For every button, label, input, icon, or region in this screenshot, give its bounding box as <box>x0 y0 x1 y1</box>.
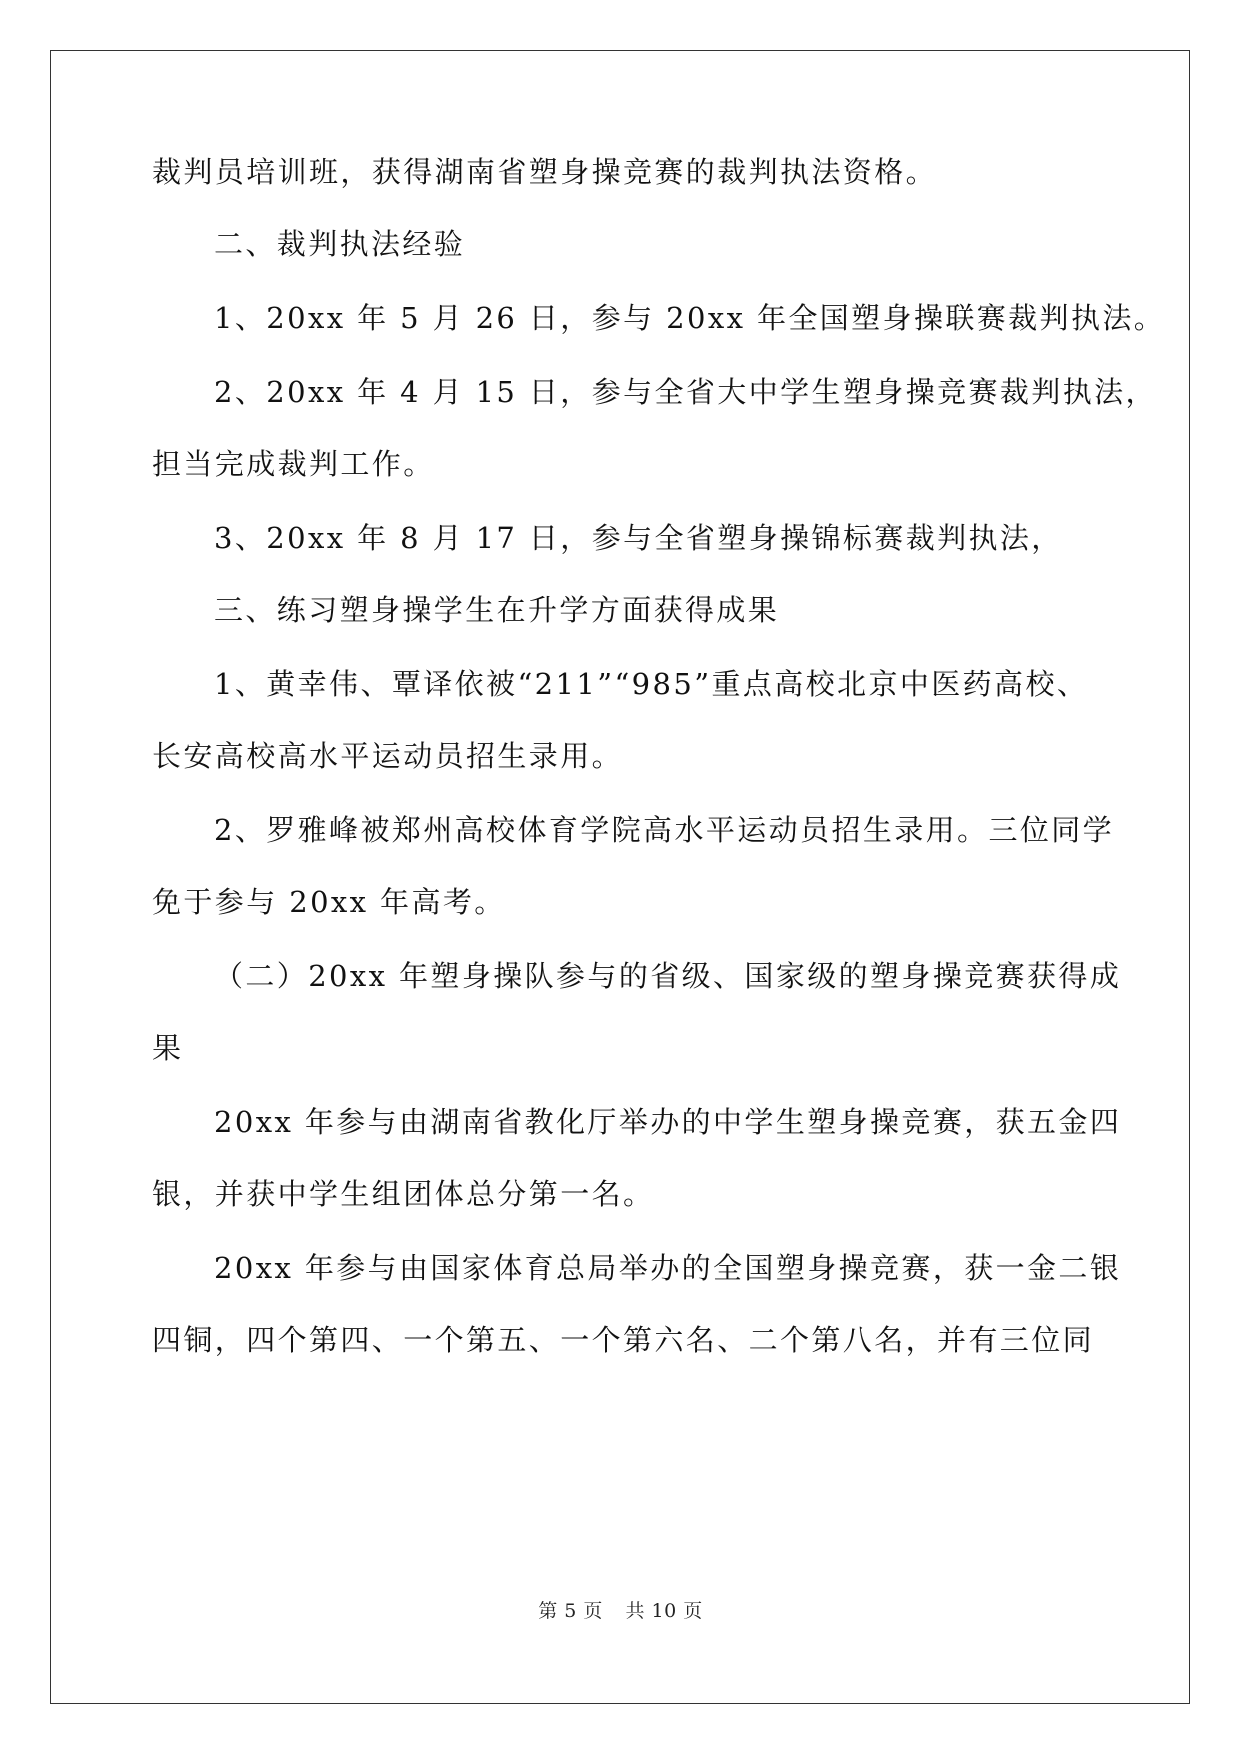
paragraph-line: 3、20xx 年 8 月 17 日，参与全省塑身操锦标赛裁判执法， <box>214 521 1063 555</box>
section-heading: 二、裁判执法经验 <box>214 227 466 261</box>
section-heading: （二）20xx 年塑身操队参与的省级、国家级的塑身操竞赛获得成 <box>214 959 1122 993</box>
paragraph-line: 担当完成裁判工作。 <box>152 447 435 481</box>
paragraph-line: 银，并获中学生组团体总分第一名。 <box>152 1177 655 1211</box>
paragraph-line: 20xx 年参与由湖南省教化厅举办的中学生塑身操竞赛，获五金四 <box>214 1105 1122 1139</box>
page-total: 共 10 页 <box>625 1600 703 1622</box>
paragraph-line: 1、黄幸伟、覃译依被“211”“985”重点高校北京中医药高校、 <box>214 667 1089 701</box>
paragraph-line: 四铜，四个第四、一个第五、一个第六名、二个第八名，并有三位同 <box>152 1323 1095 1357</box>
paragraph-line: 2、罗雅峰被郑州高校体育学院高水平运动员招生录用。三位同学 <box>214 813 1115 847</box>
paragraph-line: 20xx 年参与由国家体育总局举办的全国塑身操竞赛，获一金二银 <box>214 1251 1122 1285</box>
section-heading: 三、练习塑身操学生在升学方面获得成果 <box>214 593 780 627</box>
paragraph-line: 免于参与 20xx 年高考。 <box>152 885 506 919</box>
paragraph-line: 1、20xx 年 5 月 26 日，参与 20xx 年全国塑身操联赛裁判执法。 <box>214 301 1166 335</box>
page-footer <box>0 1596 1241 1623</box>
paragraph-line: 果 <box>152 1031 184 1065</box>
paragraph-line: 长安高校高水平运动员招生录用。 <box>152 739 624 773</box>
paragraph-line: 2、20xx 年 4 月 15 日，参与全省大中学生塑身操竞赛裁判执法， <box>214 375 1157 409</box>
page-number: 第 5 页 <box>538 1600 603 1622</box>
paragraph-line: 裁判员培训班，获得湖南省塑身操竞赛的裁判执法资格。 <box>152 155 938 189</box>
